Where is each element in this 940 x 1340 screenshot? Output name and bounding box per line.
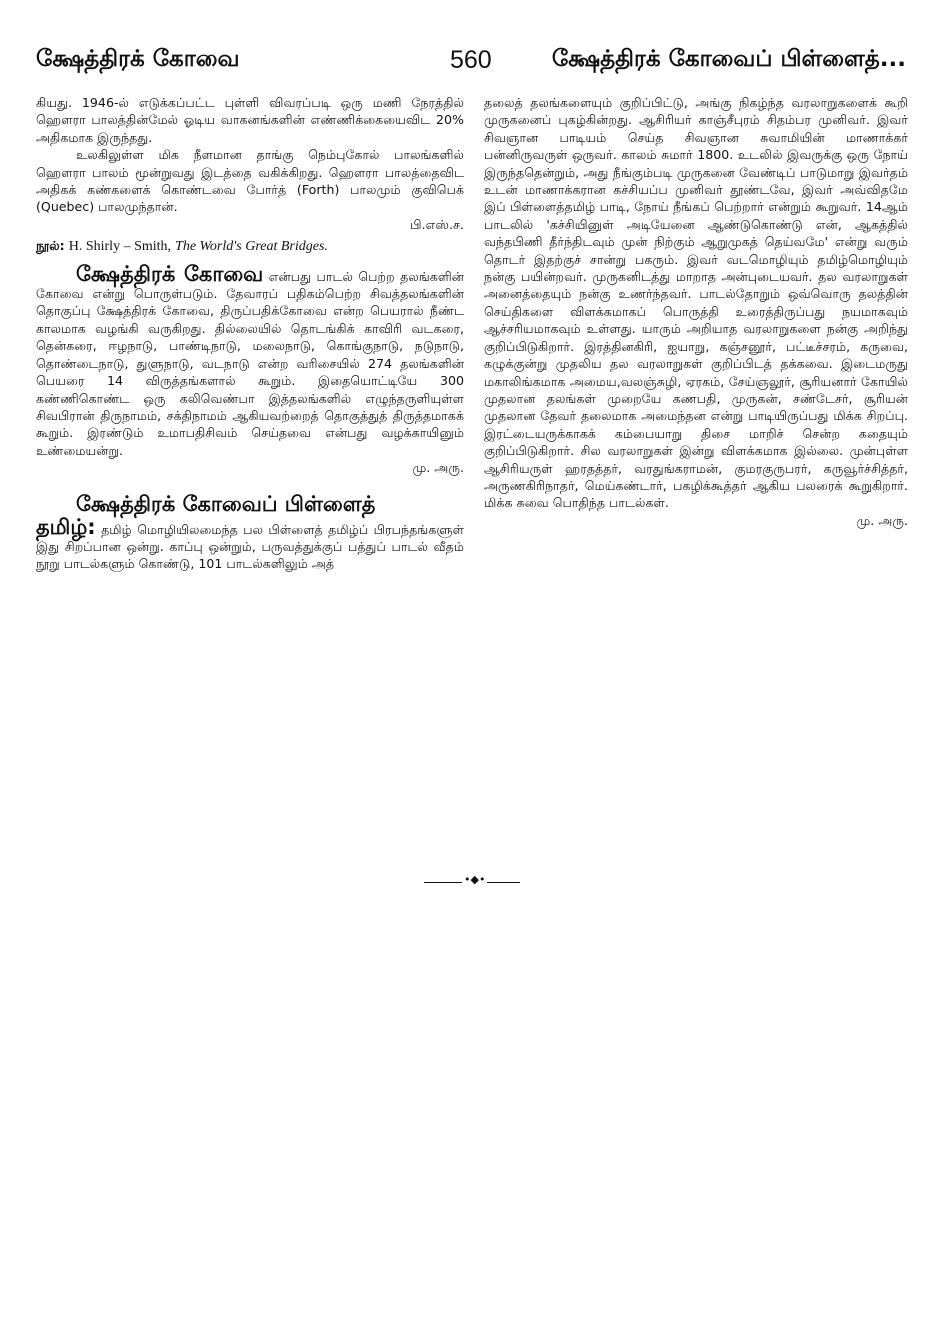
- header-left-title: க்ஷேத்திரக் கோவை: [36, 46, 240, 72]
- entry-body: என்பது பாடல் பெற்ற தலங்களின் கோவை என்று பொருள்படும். தேவாரப் பதிகம்பெற்ற சிவத்தலங்களின் தொகுப்பு க்ஷேத்திரக் கோவை, திருப்பதிக்கோவை என்ற பெயரால் நீண்ட காலமாக வழங்கி வருகிறது. தில்லையில் தொடங்கிக் காவிரி வடகரை, தென்கரை, ஈழநாடு, பாண்டிநாடு, மலைநாடு, கொங்குநாடு, நடுநாடு, தொண்டைநாடு, துளுநாடு, வடநாடு என்ற வரிசையில் 274 தலங்களின் பெயரை 14 விருத்தங்களால் கூறும். இதையொட்டியே 300 கண்ணிகொண்ட ஒரு கலிவெண்பா இத்தலங்களில் எழுந்தருளியுள்ள சிவபிரான் திருநாமம், சக்திநாமம் ஆகியவற்றைத் தொகுத்துத் திருத்தமாகக் கூறும். இரண்டும் உமாபதிசிவம் செய்தவை என்பது வழக்காயினும் உண்மையன்று.: [36, 268, 464, 458]
- reference-title: The World's Great Bridges.: [175, 239, 328, 255]
- entry-body-2: தமிழ் மொழியிலமைந்த பல பிள்ளைத் தமிழ்ப் பிரபந்தங்களுள் இது சிறப்பான ஒன்று. காப்பு ஒன்றும், பருவத்துக்குப் பத்துப் பாடல் வீதம் நூறு பாடல்களும் கொண்டு, 101 பாடல்களிலும் அத்: [36, 521, 464, 572]
- left-para-2-text: உலகிலுள்ள மிக நீளமான தாங்கு நெம்புகோல் பாலங்களில் ஹௌரா பாலம் மூன்றுவது இடத்தை வகிக்கிறது. ஹௌரா பாலத்தைவிட அதிகக் கண்களைக் கொண்டவை போர்த் (Forth) பாலமும் குவிபெக் (Quebec) பாலமுந்தான்.: [36, 147, 464, 215]
- page-number: 560: [450, 46, 492, 74]
- left-para-1: கியது. 1946-ல் எடுக்கப்பட்ட புள்ளி விவரப்படி ஒரு மணி நேரத்தில் ஹௌரா பாலத்தின்மேல் ஓடிய வாகனங்களின் எண்ணிக்கையைவிட 20% அதிகமாக இருந்தது.: [36, 95, 464, 145]
- left-column: [36, 94, 464, 573]
- bibliography-reference: [36, 237, 464, 255]
- section-end-divider: [424, 873, 520, 886]
- author-signature: மு. அரு.: [412, 460, 464, 476]
- right-para-1-text: தலைத் தலங்களையும் குறிப்பிட்டு, அங்கு நிகழ்ந்த வரலாறுகளைக் கூறி முருகனைப் புகழ்கின்றது. ஆசிரியர் காஞ்சீபுரம் சிதம்பர முனிவர். இவர் சிவஞான பாடியம் செய்த சிவஞான சுவாமியின் மாணாக்கர் பன்னிருவருள் ஒருவர். காலம் சுமார் 1800. உடலில் இவருக்கு ஒரு நோய் இருந்ததென்றும், அது நீங்கும்படி முருகனை வேண்டிப் பாடுமாறு இவர்தம் உடன் மாணாக்கரான கச்சியப்ப முனிவர் தூண்டவே, இவர் அவ்விதமே இப் பிள்ளைத்தமிழ் பாடி, நோய் நீங்கப் பெற்றார் என்றும் கூறுவர். 14ஆம் பாடலில் 'கச்சியினுள் அடியேனை ஆண்டுகொண்டு என், ஆகத்தில் வந்தபிணி தீர்ந்திடவும் முன் நிற்கும் ஆறுமுகத் தெய்வமே' என்று வரும் தொடர் இதற்குச் சான்று பகரும். இவர் வடமொழியும் தமிழ்மொழியும் நன்கு பயின்றவர். முருகனிடத்து மாறாத அன்புடையவர். தல வரலாறுகள் அனைத்தையும் நன்கு உணர்ந்தவர். பாடல்தோறும் ஒவ்வொரு தலத்தின் செய்திகளை விளக்கமாகப் பொருத்தி உரைத்திருப்பது நயமாகவும் ஆச்சரியமாகவும் உள்ளது. யாரும் அறியாத வரலாறுகளை நன்கு அறிந்து குறிப்பிடுகிறார். இரத்தினகிரி, ஐயாறு, கஞ்சனூர், பட்டீச்சரம், கருவை, கழுக்குன்று முதலிய தல வரலாறுகள் குறிப்பிடத் தக்கவை. இடைமருது மகாலிங்கமாக அமைய,வலஞ்சுழி, ஏரகம், சேய்ஞலூர், சூரியனார் கோயில் முதலான தலங்கள் முறையே கணபதி, முருகன், சண்டேசர், சூரியன் முதலான தேவர் தலைமாக அமைந்தன என்று பாடியிருப்பது மிக்க சிறப்பு. இரட்டையருக்காகக் கம்பையாறு திசை மாறிச் சென்ற கதையும் குறிப்பிடுகிறார். சில வரலாறுகள் இன்று விளக்கமாக இல்லை. முன்புள்ள ஆசிரியருள் ஹரதத்தர், வரதுங்கராமன், குமரகுருபரர், கருவூர்ச்சித்தர், அருணகிரிநாதர், மெய்கண்டார், பகழிக்கூத்தர் ஆகிய பலரைக் கூறுகிறார். மிக்க சுவை பொதிந்த பாடல்கள்.: [484, 95, 908, 511]
- entry-headword-2-cont: தமிழ்:: [36, 514, 96, 539]
- author-signature: மு. அரு.: [856, 512, 908, 528]
- author-signature: பி.எஸ்.ச.: [410, 216, 464, 232]
- divider-ornament: •◆•: [464, 873, 486, 886]
- header-right-title: க்ஷேத்திரக் கோவைப் பிள்ளைத்...: [551, 46, 906, 72]
- entry-kshetra-kovai: [36, 261, 464, 477]
- right-para-1: [484, 94, 908, 529]
- right-column: [484, 94, 908, 529]
- reference-label: நூல்:: [36, 238, 65, 254]
- entry-kshetra-pillaitamil: [36, 514, 464, 573]
- entry-headword: க்ஷேத்திரக் கோவை: [76, 261, 264, 286]
- left-para-2: [36, 146, 464, 233]
- reference-author: H. Shirly – Smith,: [68, 239, 172, 255]
- running-header: [36, 46, 906, 82]
- entry-headword-2: க்ஷேத்திரக் கோவைப் பிள்ளைத்: [76, 491, 376, 516]
